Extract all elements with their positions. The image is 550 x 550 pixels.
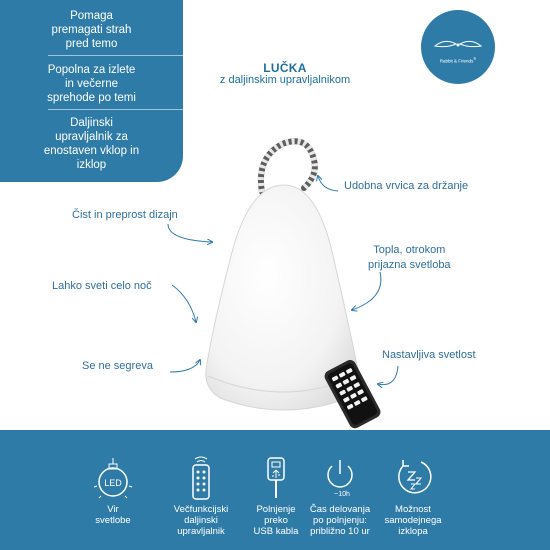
callout-no-heat: Se ne segreva (82, 360, 153, 372)
product-title: LUČKA (263, 61, 307, 75)
svg-text:LED: LED (104, 478, 122, 488)
features-bar (0, 430, 550, 550)
feature-auto-off (370, 430, 456, 537)
callout-all-night: Lahko sveti celo noč (52, 280, 152, 292)
logo-text: Rabbit & Friends® (439, 56, 477, 64)
arrow-design (168, 224, 212, 242)
callout-adjustable: Nastavljiva svetlost (382, 349, 476, 361)
feature-label: Čas delovanja po polnjenju: približno 10 ur (309, 504, 371, 537)
panel-item-fear: Pomaga premagati strah pred temo (51, 10, 132, 50)
panel-item-remote: Daljinski upravljalnik za enostaven vklop in izklop (43, 117, 140, 171)
product-subtitle: z daljinskim upravljalnikom (219, 74, 351, 86)
callout-warm-light: Topla, otrokom prijazna svetloba (368, 244, 451, 271)
feature-label: Možnost samodejnega izklopa (384, 504, 442, 537)
callout-design: Čist in preprost dizajn (72, 209, 178, 221)
arrow-handle (318, 176, 338, 191)
feature-remote (158, 430, 244, 537)
svg-text:~10h: ~10h (334, 491, 350, 498)
arrow-all-night (172, 285, 196, 322)
arrow-adjustable (378, 366, 398, 385)
feature-label: Polnjenje preko USB kabla (253, 504, 299, 537)
arrow-warm-light (352, 272, 381, 310)
sleep-timer-icon (391, 456, 435, 500)
arrow-no-heat (170, 360, 200, 372)
remote-control-icon (179, 456, 223, 500)
power-timer-icon (318, 456, 362, 500)
usb-cable-icon (254, 456, 298, 500)
feature-label: Vir svetlobe (95, 504, 131, 526)
feature-label: Večfunkcijski daljinski upravljalnik (173, 504, 229, 537)
feature-led (70, 430, 156, 526)
panel-item-trips: Popolna za izlete in večerne sprehode po temi (47, 64, 136, 104)
callout-handle: Udobna vrvica za držanje (344, 180, 469, 192)
led-bulb-icon (91, 456, 135, 500)
